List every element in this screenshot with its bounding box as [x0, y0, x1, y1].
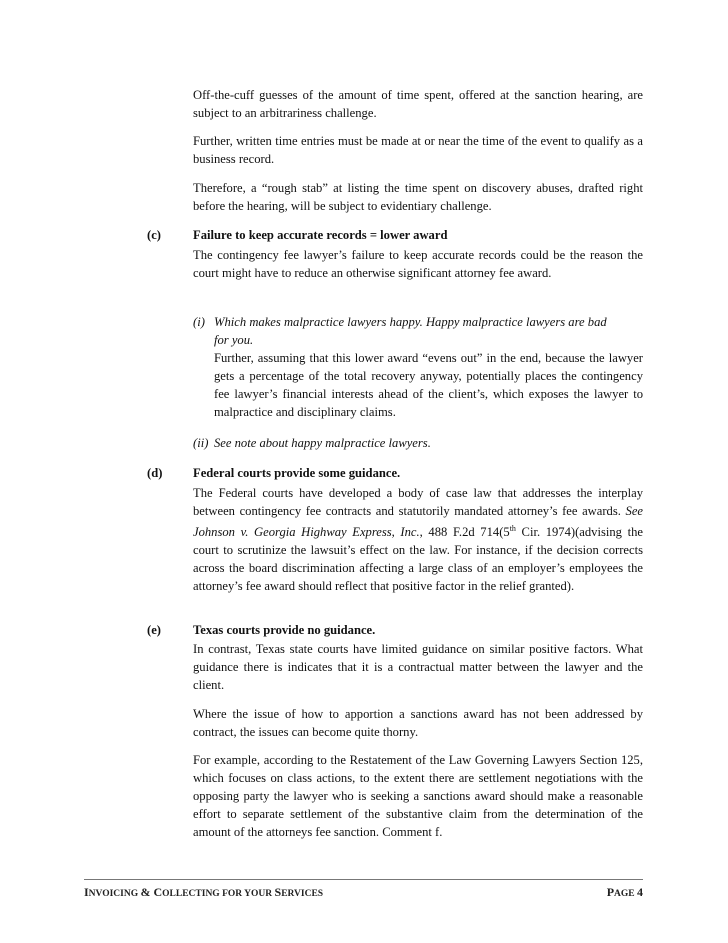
- subheading-label: (ii): [193, 436, 209, 450]
- paragraph-evens-out: [214, 349, 643, 421]
- paragraph-text: Off-the-cuff guesses of the amount of time spent, offered at the sanction hearing, are subject to an arbitrariness challenge.: [193, 88, 643, 120]
- paragraph-restatement: [193, 751, 643, 841]
- subheading-ii: [193, 434, 643, 452]
- subheading-label: (i): [193, 315, 205, 329]
- footer-divider: [84, 879, 643, 880]
- subheading-i: [193, 313, 643, 349]
- paragraph-text: For example, according to the Restatement of the Law Governing Lawyers Section 125, which focuses on class actions, to the extent there are settlement negotiations with the opposing party the lawyer who is seeking a sanctions award should make a reasonable effort to separate settlement of the substantive claim from the determination of the amount of the attorneys fee sanction. Comment f.: [193, 753, 643, 839]
- heading-d: [147, 464, 647, 482]
- paragraph-text: Cir. 1974)(advising the court to scrutinize the lawsuit’s effect on the law. For instance, if the decision corrects across the board discrimination affecting a large class of an employer’s employees the attorney’s fee award should reflect that positive factor in the relief granted).: [193, 525, 643, 594]
- paragraph-texas-courts: [193, 640, 643, 694]
- page-number: PAGE 4: [606, 885, 643, 899]
- paragraph-arbitrariness: [193, 86, 643, 122]
- subheading-text-continued: for you.: [214, 333, 254, 347]
- paragraph-thorny: [193, 705, 643, 741]
- heading-c: [147, 226, 647, 244]
- paragraph-text: In contrast, Texas state courts have limited guidance on similar positive factors. What guidance there is indicates that it is a contractual matter between the lawyer and the client.: [193, 642, 643, 692]
- heading-title: Failure to keep accurate records = lower award: [193, 228, 448, 242]
- heading-label: (e): [147, 623, 161, 637]
- heading-label: (c): [147, 228, 161, 242]
- paragraph-text: Where the issue of how to apportion a sanctions award has not been addressed by contract, the issues can become quite thorny.: [193, 707, 643, 739]
- heading-label: (d): [147, 466, 163, 480]
- paragraph-federal-courts: [193, 484, 643, 595]
- paragraph-text: Further, assuming that this lower award “evens out” in the end, because the lawyer gets a percentage of the total recovery anyway, potentially places the contingency fee lawyer’s financial interests ahead of the client’s, which exposes the lawyer to malpractice and disciplinary claims.: [214, 351, 643, 419]
- paragraph-text: Further, written time entries must be made at or near the time of the event to qualify as a business record.: [193, 134, 643, 166]
- subheading-text: See note about happy malpractice lawyers.: [214, 436, 431, 450]
- subheading-text: Which makes malpractice lawyers happy. Happy malpractice lawyers are bad: [214, 315, 607, 329]
- paragraph-accurate-records: [193, 246, 643, 282]
- paragraph-text: , 488 F.2d 714(5: [419, 525, 510, 540]
- paragraph-business-record: [193, 132, 643, 168]
- paragraph-text: The Federal courts have developed a body of case law that addresses the interplay between contingency fee contracts and statutorily mandated attorney’s fee awards.: [193, 486, 643, 518]
- case-citation: See Johnson v. Georgia Highway Express, Inc.: [193, 504, 643, 540]
- footer-title: INVOICING & COLLECTING FOR YOUR SERVICES: [84, 885, 324, 899]
- ordinal-suffix: th: [509, 524, 516, 533]
- paragraph-rough-stab: [193, 179, 643, 215]
- heading-e: [147, 621, 647, 639]
- heading-title: Federal courts provide some guidance.: [193, 466, 401, 480]
- heading-title: Texas courts provide no guidance.: [193, 623, 376, 637]
- paragraph-text: The contingency fee lawyer’s failure to keep accurate records could be the reason the court might have to reduce an otherwise significant attorney fee award.: [193, 248, 643, 280]
- paragraph-text: Therefore, a “rough stab” at listing the time spent on discovery abuses, drafted right before the hearing, will be subject to evidentiary challenge.: [193, 181, 643, 213]
